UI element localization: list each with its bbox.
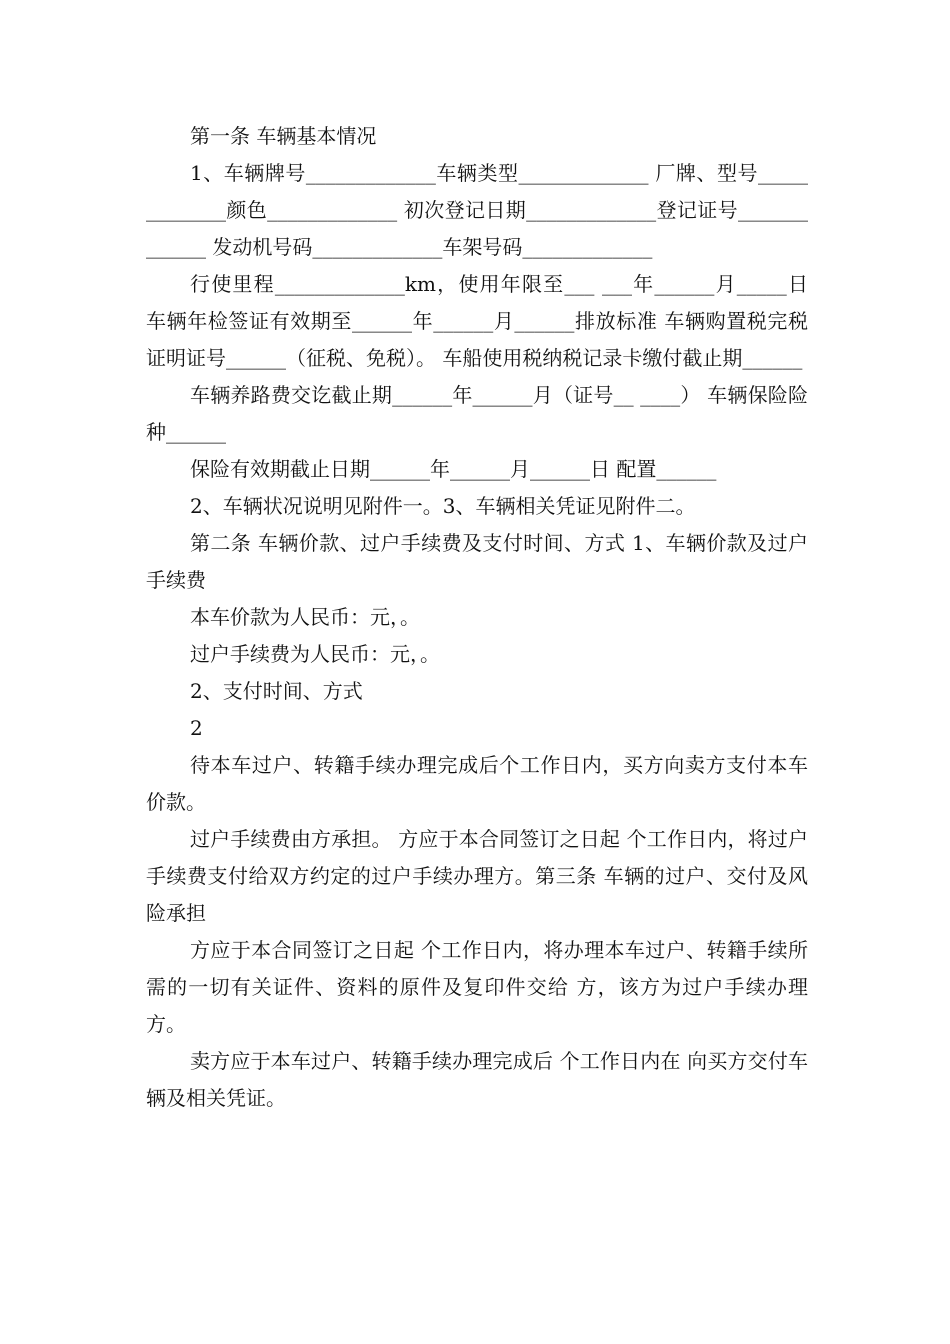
paragraph-vehicle-ids: 1、车辆牌号_____________车辆类型_____________ 厂牌、型号_____________颜色_____________ 初次登记日期_____________登记证号_____________ 发动机号码_____________车架号码_____________ (146, 161, 808, 259)
paragraph-insurance-validity: 保险有效期截止日期______年______月______日 配置______ (190, 457, 717, 481)
paragraph-vehicle-delivery: 卖方应于本车过户、转籍手续办理完成后 个工作日内在 向买方交付车辆及相关凭证。 (146, 1049, 808, 1110)
paragraph-transfer-fee: 过户手续费为人民币：元，。 (190, 642, 440, 666)
paragraph-attachments: 2、车辆状况说明见附件一。3、车辆相关凭证见附件二。 (190, 494, 696, 518)
paragraph-documents-handover: 方应于本合同签订之日起 个工作日内，将办理本车过户、转籍手续所需的一切有关证件、资料的原件及复印件交给 方，该方为过户手续办理方。 (146, 938, 808, 1036)
paragraph-vehicle-price: 本车价款为人民币：元，。 (190, 605, 420, 629)
document-body (146, 118, 808, 1117)
paragraph-article-2-heading: 第二条 车辆价款、过户手续费及支付时间、方式 1、车辆价款及过户手续费 (146, 531, 808, 592)
paragraph-road-fee-insurance: 车辆养路费交讫截止期______年______月（证号__ ____） 车辆保险险种______ (146, 383, 808, 444)
paragraph-fee-responsibility: 过户手续费由方承担。 方应于本合同签订之日起 个工作日内，将过户手续费支付给双方约定的过户手续办理方。第三条 车辆的过户、交付及风险承担 (146, 827, 808, 925)
paragraph-number: 2 (190, 716, 203, 740)
paragraph-payment-method: 2、支付时间、方式 (190, 679, 363, 703)
paragraph-mileage-tax: 行使里程_____________km，使用年限至___ ___年______月_____日 车辆年检签证有效期至______年______月______排放标准 车辆购置税完税证明证号______（征税、免税）。 车船使用税纳税记录卡缴付截止期______ (146, 272, 808, 370)
paragraph-payment-timing: 待本车过户、转籍手续办理完成后个工作日内，买方向卖方支付本车价款。 (146, 753, 808, 814)
paragraph-article-1-heading: 第一条 车辆基本情况 (190, 124, 377, 148)
